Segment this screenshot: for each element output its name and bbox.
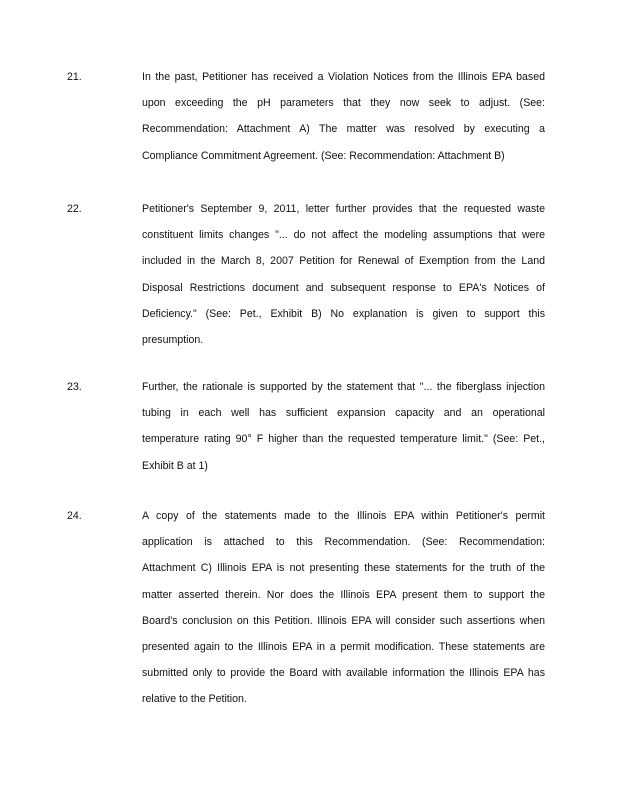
paragraph-line: submitted only to provide the Board with available information the Illinois EPA has: [142, 667, 545, 680]
paragraph-body: [142, 503, 545, 713]
paragraph-line: Compliance Commitment Agreement. (See: Recommendation: Attachment B): [142, 149, 505, 162]
paragraph-body: [142, 196, 545, 353]
paragraph-line: application is attached to this Recommendation. (See: Recommendation:: [142, 536, 545, 549]
paragraph-line: Deficiency." (See: Pet., Exhibit B) No explanation is given to support this: [142, 307, 545, 320]
paragraph-line: temperature rating 90° F higher than the requested temperature limit." (See: Pet.,: [142, 433, 545, 446]
paragraph-line: Board's conclusion on this Petition. Illinois EPA will consider such assertions when: [142, 614, 545, 627]
paragraph-line: Recommendation: Attachment A) The matter was resolved by executing a: [142, 123, 545, 136]
paragraph-line: In the past, Petitioner has received a Violation Notices from the Illinois EPA based: [142, 71, 545, 83]
paragraph-number: 23.: [67, 381, 82, 393]
paragraph-number: 22.: [67, 203, 82, 215]
paragraph-line: presumption.: [142, 333, 204, 346]
paragraph-line: matter asserted therein. Nor does the Illinois EPA present them to support the: [142, 588, 545, 601]
paragraph-line: Further, the rationale is supported by the statement that "... the fiberglass injection: [142, 381, 545, 393]
paragraph-line: relative to the Petition.: [142, 693, 247, 706]
paragraph-line: Attachment C) Illinois EPA is not presenting these statements for the truth of the: [142, 562, 545, 575]
paragraph-body: [142, 64, 545, 169]
paragraph-number: 24.: [67, 510, 82, 522]
paragraph-line: upon exceeding the pH parameters that they now seek to adjust. (See:: [142, 97, 545, 110]
paragraph-line: presented again to the Illinois EPA in a permit modification. These statements are: [142, 640, 545, 653]
paragraph-body: [142, 374, 545, 479]
paragraph-line: tubing in each well has sufficient expansion capacity and an operational: [142, 407, 545, 420]
paragraph-line: Disposal Restrictions document and subsequent response to EPA's Notices of: [142, 281, 545, 294]
paragraph-line: Petitioner's September 9, 2011, letter further provides that the requested waste: [142, 203, 545, 215]
paragraph-line: A copy of the statements made to the Illinois EPA within Petitioner's permit: [142, 510, 545, 522]
paragraph-number: 21.: [67, 71, 82, 83]
paragraph-line: included in the March 8, 2007 Petition for Renewal of Exemption from the Land: [142, 255, 545, 268]
paragraph-line: Exhibit B at 1): [142, 459, 208, 472]
paragraph-line: constituent limits changes "... do not affect the modeling assumptions that were: [142, 229, 545, 242]
